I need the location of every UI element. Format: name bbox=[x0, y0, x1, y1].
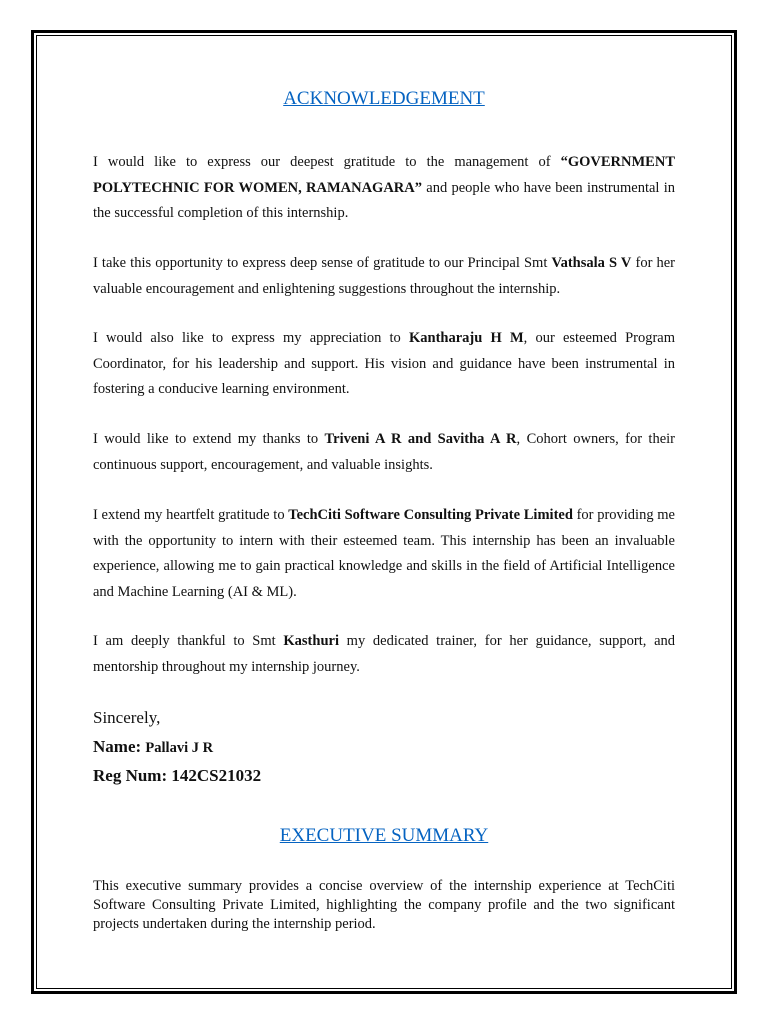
institution-name: “GOVERNMENT POLYTECHNIC FOR WOMEN, RAMANAGARA” bbox=[93, 154, 675, 196]
ack-paragraph-5: I extend my heartfelt gratitude to TechCiti Software Consulting Private Limited for providing me with the opportunity to intern with their esteemed team. This internship has been an invaluable experience, allowing me to gain practical knowledge and skills in the field of Artificial Intelligence and Machine Learning (AI & ML). bbox=[93, 507, 675, 600]
coordinator-name: Kantharaju H M bbox=[409, 330, 524, 346]
principal-name: Vathsala S V bbox=[551, 255, 632, 271]
student-name-line bbox=[93, 737, 213, 757]
executive-summary-text: This executive summary provides a concise overview of the internship experience at TechCiti Software Consulting Private Limited, highlighting the company profile and the two significant projects undertaken during the internship period. bbox=[93, 878, 675, 932]
ack-paragraph-1: I would like to express our deepest gratitude to the management of “GOVERNMENT POLYTECHNIC FOR WOMEN, RAMANAGARA” and people who have been instrumental in the successful completion of this internship. bbox=[93, 154, 675, 221]
company-name: TechCiti Software Consulting Private Limited bbox=[288, 507, 573, 523]
reg-label: Reg Num: bbox=[93, 766, 168, 785]
closing-text: Sincerely, bbox=[93, 708, 161, 727]
reg-number-line bbox=[93, 766, 261, 786]
reg-number: 142CS21032 bbox=[171, 766, 262, 785]
ack-paragraph-6: I am deeply thankful to Smt Kasthuri my dedicated trainer, for her guidance, support, and mentorship throughout my internship journey. bbox=[93, 633, 676, 675]
acknowledgement-heading: ACKNOWLEDGEMENT bbox=[283, 88, 485, 109]
ack-paragraph-2: I take this opportunity to express deep sense of gratitude to our Principal Smt Vathsala S V for her valuable encouragement and enlightening suggestions throughout the internship. bbox=[93, 255, 676, 297]
ack-paragraph-3: I would also like to express my appreciation to Kantharaju H M, our esteemed Program Coordinator, for his leadership and support. His vision and guidance have been instrumental in fostering a conducive learning environment. bbox=[93, 330, 675, 397]
trainer-name: Kasthuri bbox=[283, 633, 339, 649]
cohort-owner-names: Triveni A R and Savitha A R bbox=[324, 431, 517, 447]
name-label: Name: bbox=[93, 737, 142, 756]
ack-paragraph-4: I would like to extend my thanks to Triveni A R and Savitha A R, Cohort owners, for their continuous support, encouragement, and valuable insights. bbox=[93, 431, 675, 473]
executive-summary-heading: EXECUTIVE SUMMARY bbox=[279, 825, 489, 846]
student-name: Pallavi J R bbox=[145, 740, 214, 756]
